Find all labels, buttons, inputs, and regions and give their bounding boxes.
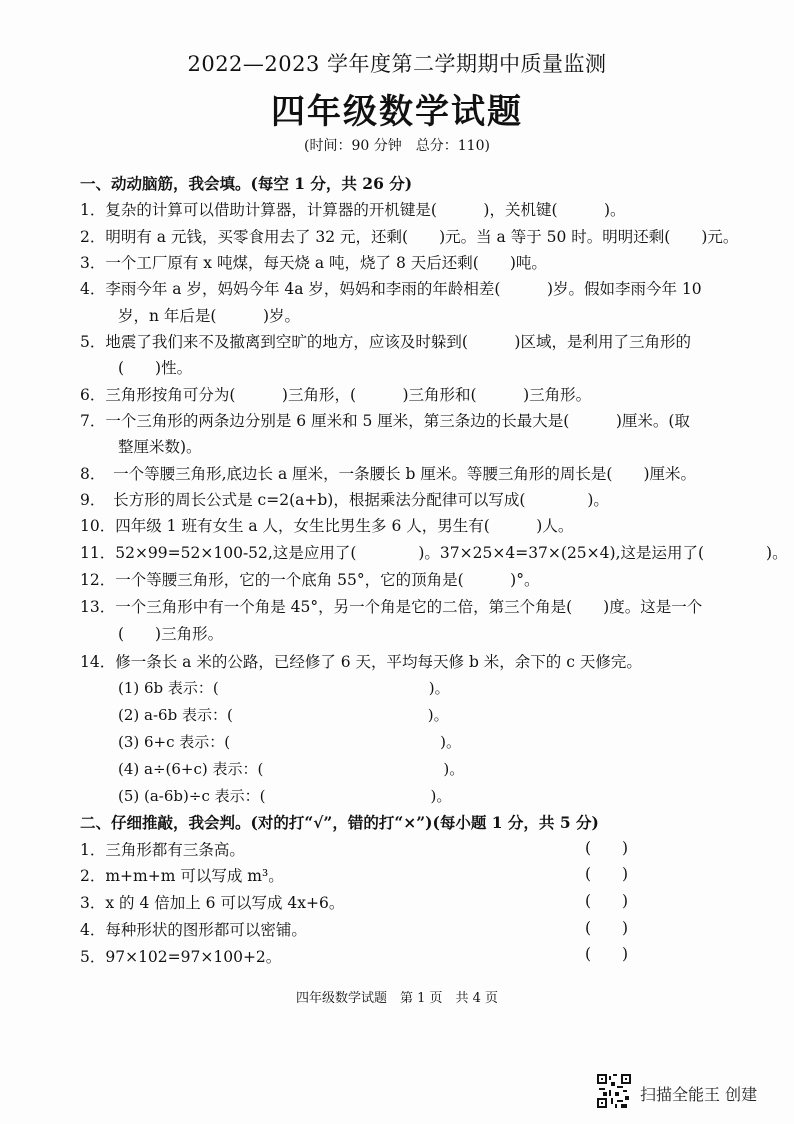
question-13-cont: ( )三角形。 — [118, 625, 224, 643]
answer-paren: ( ) — [585, 945, 629, 963]
judge-item: 1．三角形都有三条高。 — [80, 841, 245, 859]
question-9: 9． 长方形的周长公式是 c=2(a+b)，根据乘法分配律可以写成( )。 — [80, 491, 609, 509]
question-13: 13．一个三角形中有一个角是 45°，另一个角是它的二倍，第三个角是( )度。这是一个 — [80, 598, 703, 616]
scanner-watermark: 扫描全能王 创建 — [640, 1085, 758, 1104]
question-6: 6．三角形按角可分为( )三角形，( )三角形和( )三角形。 — [80, 386, 592, 404]
question-12: 12．一个等腰三角形，它的一个底角 55°，它的顶角是( )°。 — [80, 571, 540, 589]
answer-paren: ( ) — [585, 865, 629, 883]
judge-item: 3．x 的 4 倍加上 6 可以写成 4x+6。 — [80, 894, 345, 912]
question-14: 14．修一条长 a 米的公路，已经修了 6 天，平均每天修 b 米，余下的 c 天修完。 — [80, 653, 642, 671]
question-7: 7．一个三角形的两条边分别是 6 厘米和 5 厘米，第三条边的长最大是( )厘米。(取 — [80, 412, 690, 430]
question-14-part5: (5) (a-6b)÷c 表示：( )。 — [118, 787, 452, 805]
question-5: 5．地震了我们来不及撤离到空旷的地方，应该及时躲到( )区域，是利用了三角形的 — [80, 333, 691, 351]
question-14-part1: (1) 6b 表示：( )。 — [118, 679, 450, 697]
question-4: 4．李雨今年 a 岁，妈妈今年 4a 岁，妈妈和李雨的年龄相差( )岁。假如李雨今年 10 — [80, 280, 702, 298]
question-2: 2．明明有 a 元钱，买零食用去了 32 元，还剩( )元。当 a 等于 50 时。明明还剩( )元。 — [80, 228, 739, 246]
question-11: 11．52×99=52×100-52,这是应用了( )。37×25×4=37×(25×4),这是运用了( )。 — [80, 544, 788, 562]
exam-info: (时间：90 分钟 总分：110) — [304, 138, 490, 154]
page-footer: 四年级数学试题 第 1 页 共 4 页 — [295, 991, 499, 1006]
answer-paren: ( ) — [585, 839, 629, 857]
answer-paren: ( ) — [585, 919, 629, 937]
question-14-part3: (3) 6+c 表示：( )。 — [118, 733, 462, 751]
question-10: 10．四年级 1 班有女生 a 人，女生比男生多 6 人，男生有( )人。 — [80, 517, 574, 535]
question-1: 1．复杂的计算可以借助计算器，计算器的开机键是( )，关机键( )。 — [80, 201, 626, 219]
page-title: 四年级数学试题 — [271, 92, 523, 132]
judge-item: 5．97×102=97×100+2。 — [80, 948, 282, 966]
question-14-part4: (4) a÷(6+c) 表示：( )。 — [118, 760, 465, 778]
question-7-cont: 整厘米数)。 — [118, 438, 202, 456]
section2-heading: 二、仔细推敲，我会判。(对的打“√”，错的打“×”)(每小题 1 分，共 5 分) — [80, 813, 599, 832]
question-5-cont: ( )性。 — [118, 359, 193, 377]
question-8: 8． 一个等腰三角形,底边长 a 厘米，一条腰长 b 厘米。等腰三角形的周长是( )厘米。 — [80, 465, 697, 483]
qr-code-icon — [597, 1074, 631, 1108]
question-3: 3．一个工厂原有 x 吨煤，每天烧 a 吨，烧了 8 天后还剩( )吨。 — [80, 254, 547, 272]
question-14-part2: (2) a-6b 表示：( )。 — [118, 706, 449, 724]
judge-item: 4．每种形状的图形都可以密铺。 — [80, 921, 307, 939]
section1-heading: 一、动动脑筋，我会填。(每空 1 分，共 26 分) — [80, 174, 413, 193]
answer-paren: ( ) — [585, 892, 629, 910]
exam-header: 2022—2023 学年度第二学期期中质量监测 — [187, 52, 607, 76]
judge-item: 2．m+m+m 可以写成 m³。 — [80, 867, 284, 885]
question-4-cont: 岁，n 年后是( )岁。 — [118, 307, 301, 325]
